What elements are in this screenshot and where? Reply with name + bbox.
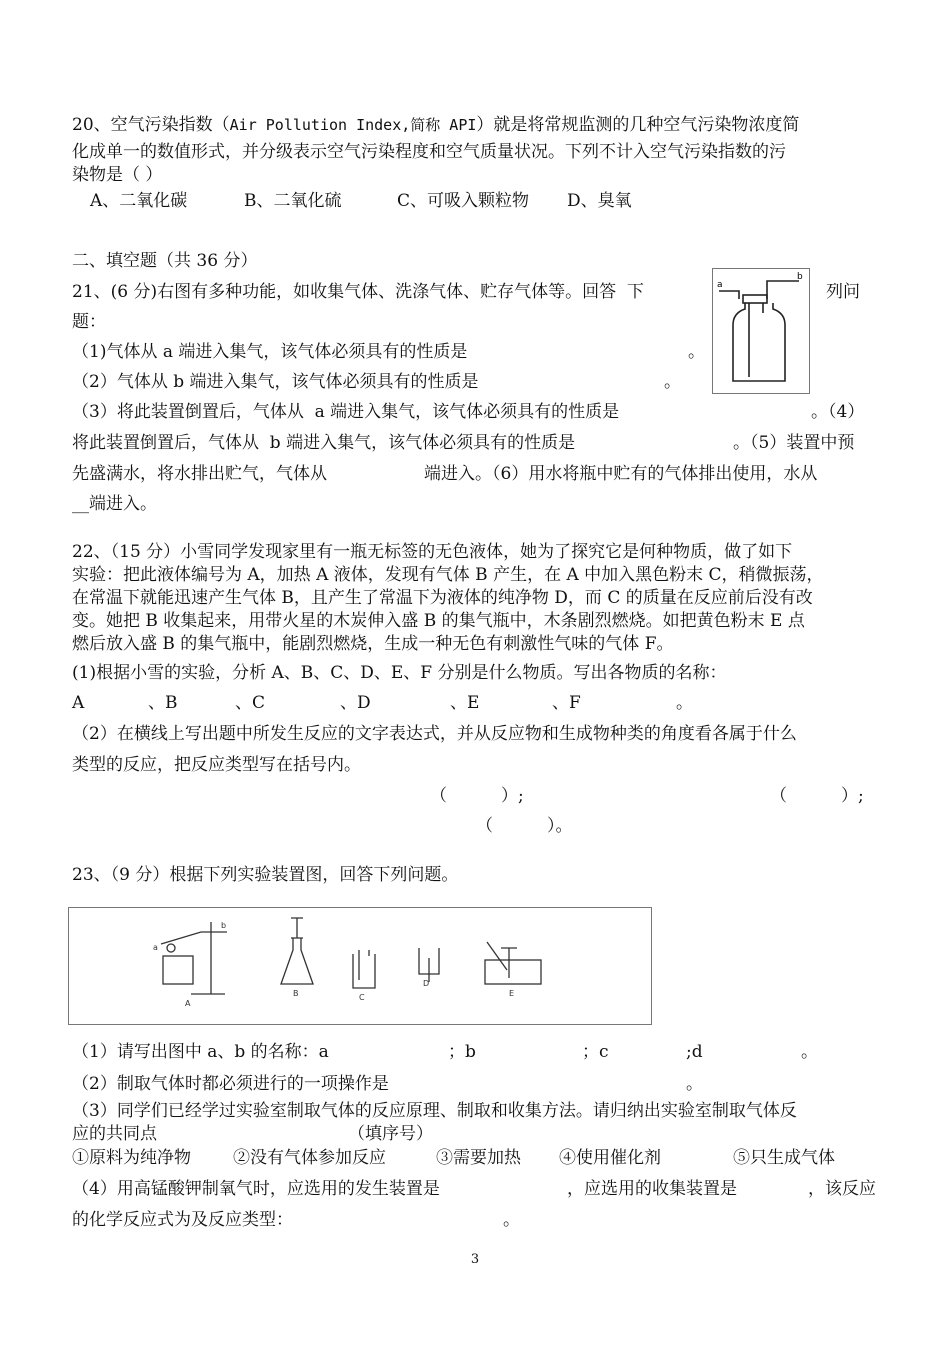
q23-choice-5: ⑤只生成气体 bbox=[733, 1148, 835, 1168]
q20-api-term: Air Pollution Index,简称 API bbox=[229, 116, 477, 134]
q21-p2: （2）气体从 b 端进入集气，该气体必须具有的性质是 bbox=[72, 372, 479, 392]
q22-line-9: 类型的反应，把反应类型写在括号内。 bbox=[72, 755, 361, 775]
q22-paren-1: （ ）; bbox=[430, 786, 524, 806]
q21-line-2: 题： bbox=[72, 312, 106, 332]
q22-blank-b: 、B bbox=[148, 693, 178, 713]
q22-line-4: 变。她把 B 收集起来，用带火星的木炭伸入盛 B 的集气瓶中，木条剧烈燃烧。如把黄色粉末 E 点 bbox=[72, 611, 805, 631]
q21-line-1: 21、(6 分)右图有多种功能，如收集气体、洗涤气体、贮存气体等。回答 下 bbox=[72, 282, 644, 302]
fig-label-A: A bbox=[185, 999, 191, 1008]
water-trough bbox=[485, 960, 541, 984]
fig-label-B: B bbox=[293, 989, 299, 998]
q21-line-1-tail: 列问 bbox=[826, 282, 860, 302]
q23-p4b-end: 。 bbox=[503, 1210, 520, 1230]
q23-p3b: 应的共同点 bbox=[72, 1124, 157, 1144]
conical-flask bbox=[281, 938, 313, 984]
q22-line-8: （2）在横线上写出题中所发生反应的文字表达式，并从反应物和生成物种类的角度看各属于什么 bbox=[72, 724, 797, 744]
fig-label-a: a bbox=[153, 943, 158, 952]
q23-p1-c: ；c bbox=[582, 1042, 609, 1062]
stopper bbox=[743, 295, 767, 303]
q23-p2-end: 。 bbox=[686, 1074, 703, 1094]
q23-p4a-tail: ，该反应 bbox=[808, 1179, 876, 1199]
q23-p1-end: 。 bbox=[801, 1042, 818, 1062]
q22-line-2: 实验：把此液体编号为 A，加热 A 液体，发现有气体 B 产生，在 A 中加入黑色粉末 C，稍微振荡， bbox=[72, 565, 824, 585]
delivery-tube bbox=[487, 942, 507, 970]
q22-blank-d: 、D bbox=[340, 693, 371, 713]
apparatus-figure bbox=[68, 907, 652, 1025]
q20-option-d: D、臭氧 bbox=[567, 191, 632, 211]
label-a: a bbox=[717, 280, 723, 290]
q20-option-c: C、可吸入颗粒物 bbox=[397, 191, 530, 211]
q20-option-a: A、二氧化碳 bbox=[90, 191, 188, 211]
q20-line-3: 染物是（ ） bbox=[72, 165, 163, 185]
q22-line-5: 燃后放入盛 B 的集气瓶中，能剧烈燃烧，生成一种无色有刺激性气味的气体 F。 bbox=[72, 634, 674, 654]
q23-p1-b: ；b bbox=[448, 1042, 476, 1062]
q21-p1: （1)气体从 a 端进入集气，该气体必须具有的性质是 bbox=[72, 342, 468, 362]
outlet-tube-b bbox=[767, 281, 799, 299]
q23-p2: （2）制取气体时都必须进行的一项操作是 bbox=[72, 1074, 389, 1094]
q21-p4-end: 。（5）装置中预 bbox=[733, 433, 855, 453]
q20-line-2: 化成单一的数值形式，并分级表示空气污染程度和空气质量状况。下列不计入空气污染指数的污 bbox=[72, 142, 786, 162]
q21-p6: __端进入。 bbox=[72, 494, 157, 514]
q23-p4a: （4）用高锰酸钾制氧气时，应选用的发生装置是 bbox=[72, 1179, 440, 1199]
q21-p5-end: 端进入。（6）用水将瓶中贮有的气体排出使用，水从 bbox=[424, 464, 818, 484]
q23-p1-d: ;d bbox=[686, 1042, 703, 1062]
q20-option-b: B、二氧化硫 bbox=[244, 191, 342, 211]
q23-p4b: 的化学反应式为及反应类型： bbox=[72, 1210, 293, 1230]
bottle-c bbox=[353, 954, 375, 988]
q20-line-1 bbox=[72, 114, 799, 136]
fig-label-D: D bbox=[423, 979, 430, 988]
q22-paren-2: （ ）; bbox=[770, 786, 864, 806]
q23-p3a: （3）同学们已经学过实验室制取气体的反应原理、制取和收集方法。请归纳出实验室制取气体反 bbox=[72, 1101, 797, 1121]
q21-p3-end: 。（4） bbox=[811, 402, 865, 422]
fig-label-E: E bbox=[509, 989, 515, 998]
test-tube-a bbox=[161, 932, 227, 944]
q23-choice-1: ①原料为纯净物 bbox=[72, 1148, 191, 1168]
q22-blank-c: 、C bbox=[235, 693, 266, 713]
bottle-body bbox=[733, 303, 785, 381]
funnel bbox=[291, 918, 303, 938]
q20-text: 20、空气污染指数（ bbox=[72, 115, 230, 135]
q23-p1: （1）请写出图中 a、b 的名称：a bbox=[72, 1042, 329, 1062]
q22-blank-f: 、F bbox=[552, 693, 581, 713]
q20-text: ）就是将常规监测的几种空气污染物浓度简 bbox=[476, 115, 800, 135]
page-number: 3 bbox=[470, 1252, 480, 1267]
q22-line-6: (1)根据小雪的实验，分析 A、B、C、D、E、F 分别是什么物质。写出各物质的名称： bbox=[72, 663, 727, 683]
q22-line-3: 在常温下就能迅速产生气体 B，且产生了常温下为液体的纯净物 D，而 C 的质量在反应前后没有改 bbox=[72, 588, 813, 608]
bottle-e bbox=[501, 948, 517, 978]
fig-label-C: C bbox=[359, 993, 365, 1002]
section-title: 二、填空题（共 36 分） bbox=[72, 251, 258, 271]
q22-paren-3: （ ）。 bbox=[476, 816, 573, 836]
q23-choice-2: ②没有气体参加反应 bbox=[233, 1148, 386, 1168]
q23-p4a-mid: ，应选用的收集装置是 bbox=[567, 1179, 737, 1199]
q23-line-1: 23、（9 分）根据下列实验装置图，回答下列问题。 bbox=[72, 865, 459, 885]
q21-p1-end: 。 bbox=[688, 342, 705, 362]
q22-blank-end: 。 bbox=[676, 693, 693, 713]
tubes-c bbox=[359, 950, 369, 980]
q21-p3: （3）将此装置倒置后，气体从 a 端进入集气，该气体必须具有的性质是 bbox=[72, 402, 620, 422]
q21-p5: 先盛满水，将水排出贮气，气体从 bbox=[72, 464, 327, 484]
q21-p4: 将此装置倒置后，气体从 b 端进入集气，该气体必须具有的性质是 bbox=[72, 433, 576, 453]
q22-line-1: 22、（15 分）小雪同学发现家里有一瓶无标签的无色液体，她为了探究它是何种物质，做了如下 bbox=[72, 542, 793, 562]
q22-blank-e: 、E bbox=[450, 693, 480, 713]
q21-p2-end: 。 bbox=[664, 372, 681, 392]
gas-bottle-figure bbox=[712, 268, 810, 394]
label-b: b bbox=[797, 272, 803, 282]
q23-choice-4: ④使用催化剂 bbox=[559, 1148, 661, 1168]
q23-choice-3: ③需要加热 bbox=[436, 1148, 521, 1168]
fig-label-b: b bbox=[221, 921, 227, 930]
q22-blank-a: A bbox=[72, 693, 85, 713]
q23-p3b-tail: （填序号） bbox=[348, 1124, 433, 1144]
inlet-tube-a bbox=[719, 291, 739, 299]
flame bbox=[167, 944, 175, 952]
alcohol-lamp bbox=[163, 956, 193, 984]
